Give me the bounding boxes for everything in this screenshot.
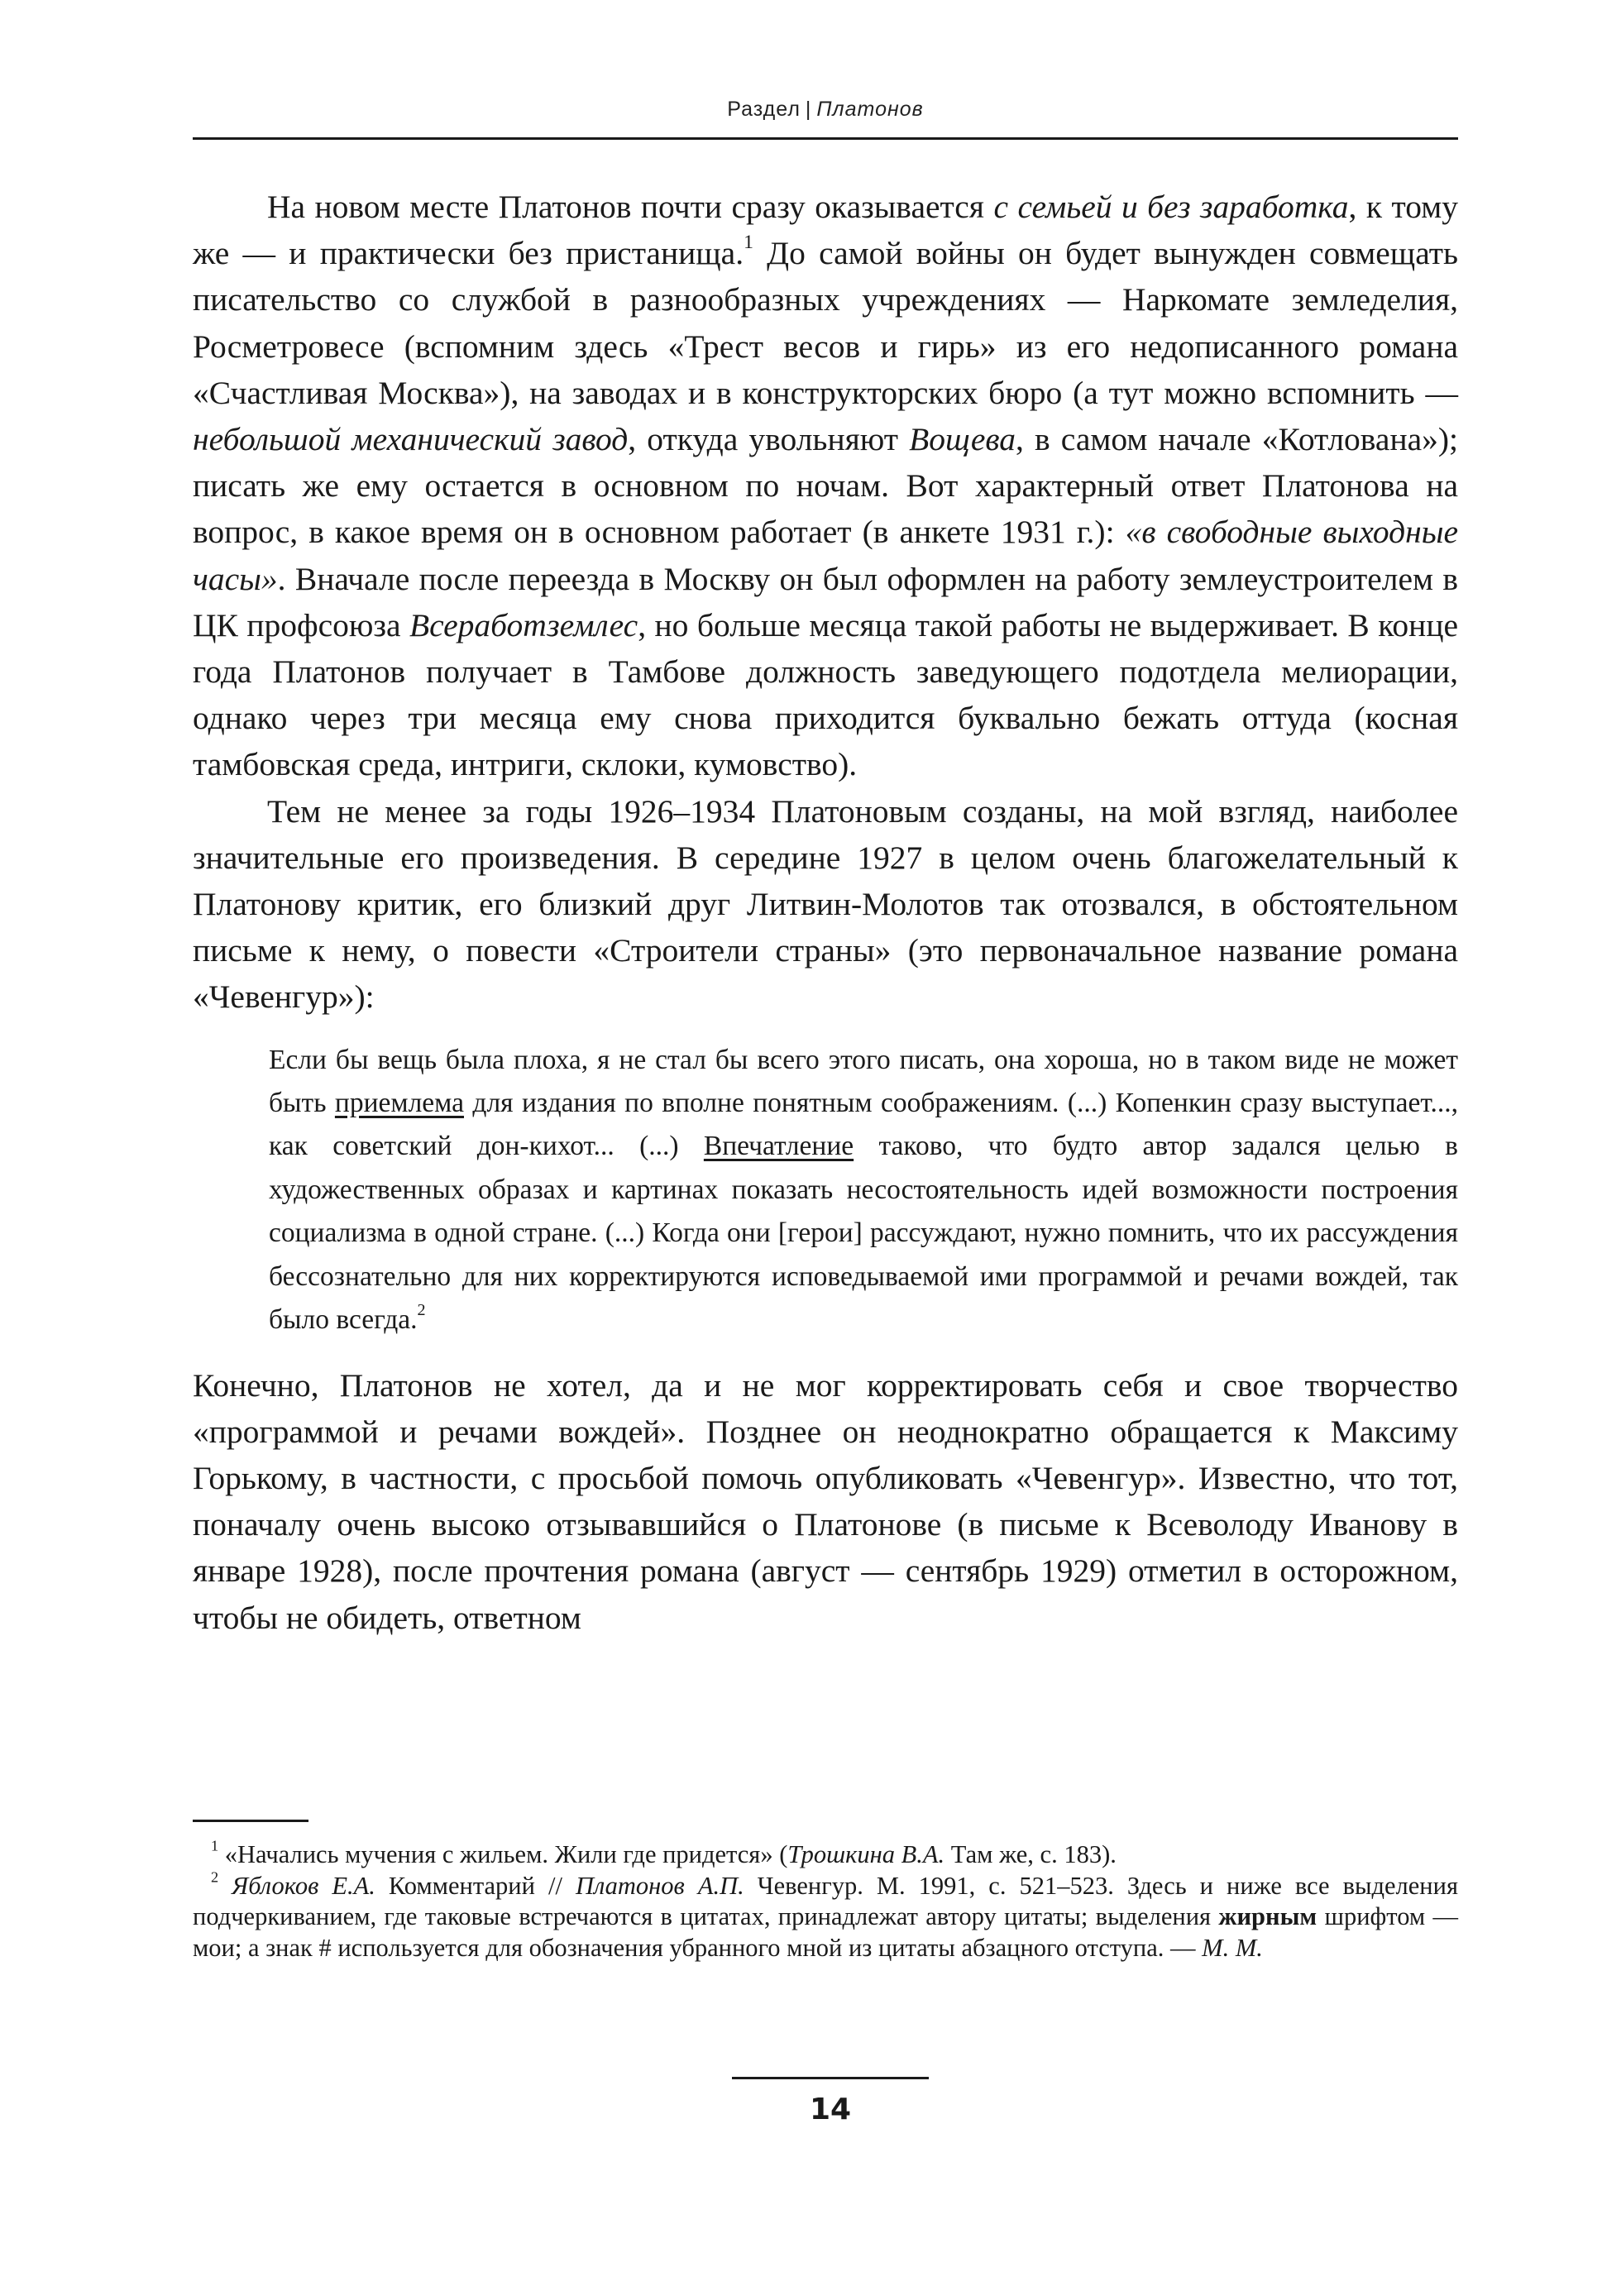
section-label: Раздел: [727, 98, 801, 121]
text-run: Там же, с. 183).: [944, 1840, 1117, 1868]
footnote-1: [193, 1839, 1458, 1871]
text-run: , откуда увольняют: [628, 421, 910, 458]
header-separator: |: [805, 98, 812, 121]
header-rule: [193, 137, 1458, 140]
italic-run: Всеработземлес: [409, 606, 638, 643]
text-run: для издания по вполне понятным соображениям. (...) Копенкин сразу выступает..., как советский дон-кихот... (...): [269, 1088, 1458, 1162]
section-title: Платонов: [816, 98, 924, 121]
text-run: До самой войны он будет вынужден совмещать писательство со службой в разнообразных учреждениях — Наркомате земледелия, Росметровесе (вспомним здесь «Трест весов и гирь» из его недописанного романа «Счастливая Москва»), на заводах и в конструкторских бюро (а тут можно вспомнить —: [193, 235, 1459, 411]
text-run: Если бы вещь была плоха, я не стал бы всего этого писать, она хороша, но в таком виде не может быть: [269, 1044, 1458, 1119]
page-number: 14: [809, 2093, 852, 2126]
footnote-marker: 1: [211, 1837, 219, 1854]
italic-run: Трошкина В.А.: [787, 1840, 945, 1868]
text-run: , к тому же — и практически без пристанища.: [193, 189, 1458, 272]
paragraph-3: Конечно, Платонов не хотел, да и не мог корректировать себя и свое творчество «программой и речами вождей». Позднее он неоднократно обращается к Максиму Горькому, в частности, с просьбой помочь опубликовать «Чевенгур». Известно, что тот, поначалу очень высоко отзывавшийся о Платонове (в письме к Всеволоду Иванову в январе 1928), после прочтения романа (август — сентябрь 1929) отметил в осторожном, чтобы не обидеть, ответном: [193, 1366, 1458, 1636]
footnote-ref-2[interactable]: 2: [417, 1301, 426, 1320]
underlined-run: приемлема: [334, 1088, 464, 1119]
page-number-rule: [732, 2077, 929, 2079]
italic-run: Вощева: [909, 421, 1016, 458]
footnote-rule: [193, 1820, 308, 1822]
italic-run: «в свободные выходные часы»: [193, 514, 1458, 597]
footnote-ref-1[interactable]: 1: [744, 232, 753, 254]
text-run: таково, что будто автор задался целью в художественных образах и картинах показать несостоятельность идей возможности построения социализма в одной стране. (...) Когда они [герои] рассуждают, нужно помнить, что их рассуждения бессознательно для них корректируются исповедываемой ими программой и речами вождей, так было всегда.: [269, 1131, 1458, 1336]
footnotes: [193, 1839, 1458, 1964]
block-quote: [269, 1039, 1458, 1342]
italic-run: Платонов А.П.: [575, 1871, 744, 1900]
text-run: шрифтом — мои; а знак # используется для обозначения убранного мной из цитаты абзацного отступа. —: [193, 1902, 1458, 1962]
italic-run: небольшой механический завод: [193, 421, 629, 458]
italic-run: Яблоков Е.А.: [218, 1871, 375, 1900]
footnote-2: [193, 1868, 1458, 1964]
text-run: Комментарий //: [375, 1871, 576, 1900]
text-run: , в самом начале «Котлована»); писать же ему остается в основном по ночам. Вот характерный ответ Платонова на вопрос, в какое время он в основном работает (в анкете 1931 г.):: [193, 421, 1458, 551]
text-run: , но больше месяца такой работы не выдерживает. В конце года Платонов получает в Тамбове должность заведующего подотдела мелиорации, однако через три месяца ему снова приходится буквально бежать оттуда (косная тамбовская среда, интриги, склоки, кумовство).: [193, 606, 1458, 783]
italic-run: с семьей и без заработка: [993, 189, 1349, 225]
text-run: Чевенгур. М. 1991, с. 521–523. Здесь и ниже все выделения подчеркиванием, где таковые встречаются в цитатах, принадлежат автору цитаты; выделения: [193, 1871, 1458, 1930]
italic-run: М. М.: [1202, 1933, 1263, 1962]
footnote-marker: 2: [211, 1868, 219, 1885]
body-text: [193, 184, 1458, 1641]
text-run: «Начались мучения с жильем. Жили где придется» (: [218, 1840, 788, 1868]
underlined-run: Впечатление: [703, 1131, 854, 1162]
text-run: . Вначале после переезда в Москву он был оформлен на работу землеустроителем в ЦК профсоюза: [193, 560, 1458, 643]
text-run: На новом месте Платонов почти сразу оказывается: [267, 189, 994, 225]
paragraph-2: Тем не менее за годы 1926–1934 Платоновым созданы, на мой взгляд, наиболее значительные его произведения. В середине 1927 в целом очень благожелательный к Платонову критик, его близкий друг Литвин-Молотов так отозвался, в обстоятельном письме к нему, о повести «Строители страны» (это первоначальное название романа «Чевенгур»):: [193, 792, 1458, 1016]
paragraph-1: [193, 184, 1458, 788]
bold-run: жирным: [1218, 1902, 1317, 1930]
running-head: [193, 98, 1458, 122]
